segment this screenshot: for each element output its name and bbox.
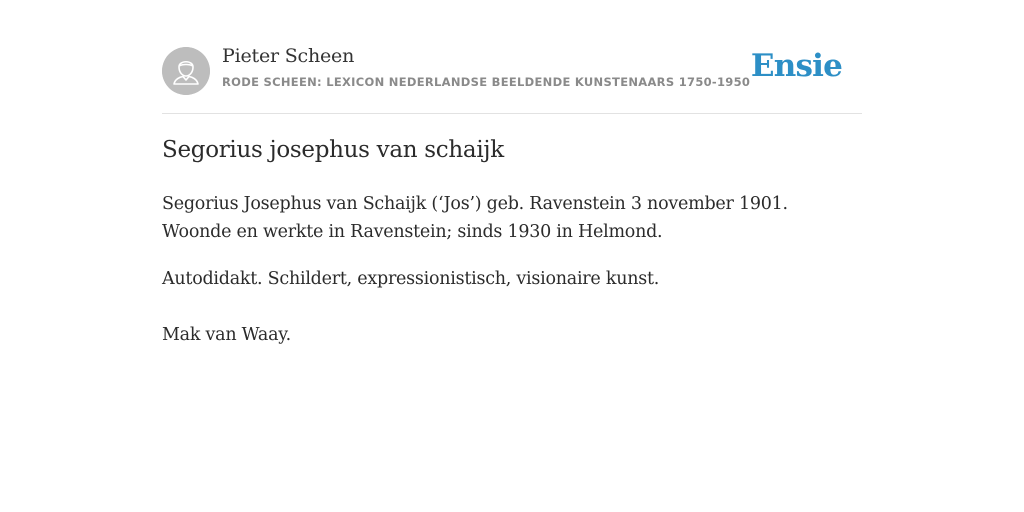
article-header (162, 0, 862, 114)
article-card (162, 0, 862, 345)
article-paragraph: Segorius Josephus van Schaijk (‘Jos’) geb. Ravenstein 3 november 1901. Woonde en werkte in Ravenstein; sinds 1930 in Helmond. (162, 194, 788, 242)
user-avatar-icon[interactable] (162, 47, 210, 95)
author-name[interactable]: Pieter Scheen (222, 45, 355, 67)
source-label[interactable]: RODE SCHEEN: LEXICON NEDERLANDSE BEELDENDE KUNSTENAARS 1750-1950 (222, 75, 751, 89)
article-paragraph: Autodidakt. Schildert, expressionistisch, visionaire kunst. (162, 269, 660, 289)
article-title: Segorius josephus van schaijk (162, 137, 504, 163)
article-body (162, 190, 862, 368)
ensie-logo[interactable]: Ensie (750, 48, 842, 84)
article-signature: Mak van Waay. (162, 325, 291, 345)
